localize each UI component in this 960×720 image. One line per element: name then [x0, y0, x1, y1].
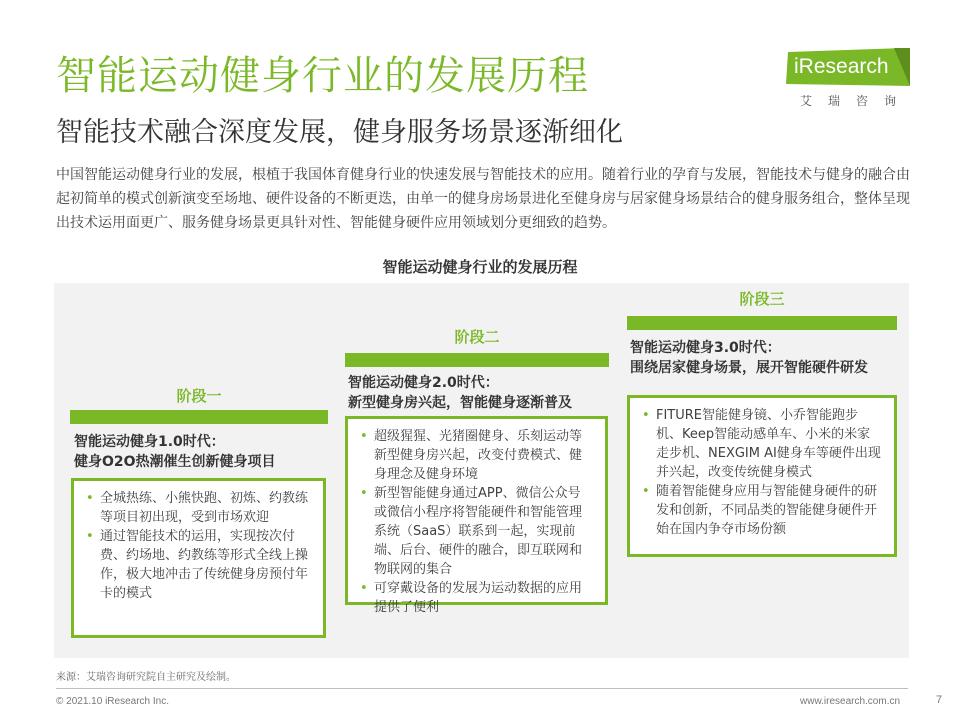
stage-3-label: 阶段三	[739, 290, 785, 308]
website-link[interactable]: www.iresearch.com.cn	[800, 696, 901, 707]
stage-1-heading-line2: 健身O2O热潮催生创新健身项目	[74, 454, 276, 470]
stage-1-label: 阶段一	[176, 387, 222, 405]
stage-2-heading-line2: 新型健身房兴起，智能健身逐渐普及	[348, 395, 572, 411]
stage-3-bar	[627, 316, 897, 330]
stage-2-bar	[345, 353, 609, 367]
stage-1-heading-line1: 智能运动健身1.0时代：	[74, 434, 225, 450]
stage-3-heading	[630, 338, 868, 378]
stage-2-bullet: • 超级猩猩、光猪圈健身、乐刻运动等新型健身房兴起，改变付费模式、健身理念及健身环境	[360, 427, 593, 484]
stage-3-bullet: • 随着智能健身应用与智能健身硬件的研发和创新，不同品类的智能健身硬件开始在国内争夺市场份额	[642, 482, 882, 539]
source-note: 来源：艾瑞咨询研究院自主研究及绘制。	[56, 672, 236, 683]
page-number: 7	[936, 694, 943, 706]
stage-1-heading	[74, 432, 276, 472]
logo-subtext: 艾瑞咨询	[800, 94, 913, 108]
chart-title: 智能运动健身行业的发展历程	[382, 258, 578, 276]
stage-2-label: 阶段二	[454, 328, 500, 346]
stage-2-bullet: • 可穿戴设备的发展为运动数据的应用提供了便利	[360, 579, 593, 617]
stage-1-bullet: • 全城热练、小熊快跑、初炼、约教练等项目初出现，受到市场欢迎	[86, 489, 311, 527]
stage-1-detail-box	[71, 478, 326, 638]
stage-3-bullet: • FITURE智能健身镜、小乔智能跑步机、Keep智能动感单车、小米的米家走步机、NEXGIM AI健身车等硬件出现并兴起，改变传统健身模式	[642, 406, 882, 482]
logo-text: iResearch	[794, 55, 889, 78]
stage-2-detail-box	[345, 416, 608, 615]
intro-paragraph: 中国智能运动健身行业的发展，根植于我国体育健身行业的快速发展与智能技术的应用。随着行业的孕育与发展，智能技术与健身的融合由起初简单的模式创新演变至场地、硬件设备的不断更迭，由单一的健身房场景进化至健身房与居家健身场景结合的健身服务组合，整体呈现出技术运用面更广、服务健身场景更具针对性、智能健身硬件应用领域划分更细致的趋势。	[56, 167, 910, 231]
stage-2-heading	[348, 373, 572, 413]
page-title: 智能运动健身行业的发展历程	[56, 53, 589, 99]
copyright: © 2021.10 iResearch Inc.	[56, 696, 169, 707]
stage-1-bar	[70, 410, 328, 424]
stage-2-heading-line1: 智能运动健身2.0时代：	[348, 375, 499, 391]
footer-divider	[56, 688, 908, 689]
stage-1-bullet: • 通过智能技术的运用，实现按次付费、约场地、约教练等形式全线上操作，极大地冲击了传统健身房预付年卡的模式	[86, 527, 311, 603]
stage-3-heading-line2: 围绕居家健身场景，展开智能硬件研发	[630, 360, 868, 376]
page-subtitle: 智能技术融合深度发展，健身服务场景逐渐细化	[56, 117, 623, 148]
iresearch-logo	[786, 48, 912, 108]
stage-3-detail-box	[627, 395, 897, 557]
stage-2-bullet: • 新型智能健身通过APP、微信公众号或微信小程序将智能硬件和智能管理系统（SaaS）联系到一起，实现前端、后台、硬件的融合，即互联网和物联网的集合	[360, 484, 593, 579]
stage-3-heading-line1: 智能运动健身3.0时代：	[630, 340, 781, 356]
